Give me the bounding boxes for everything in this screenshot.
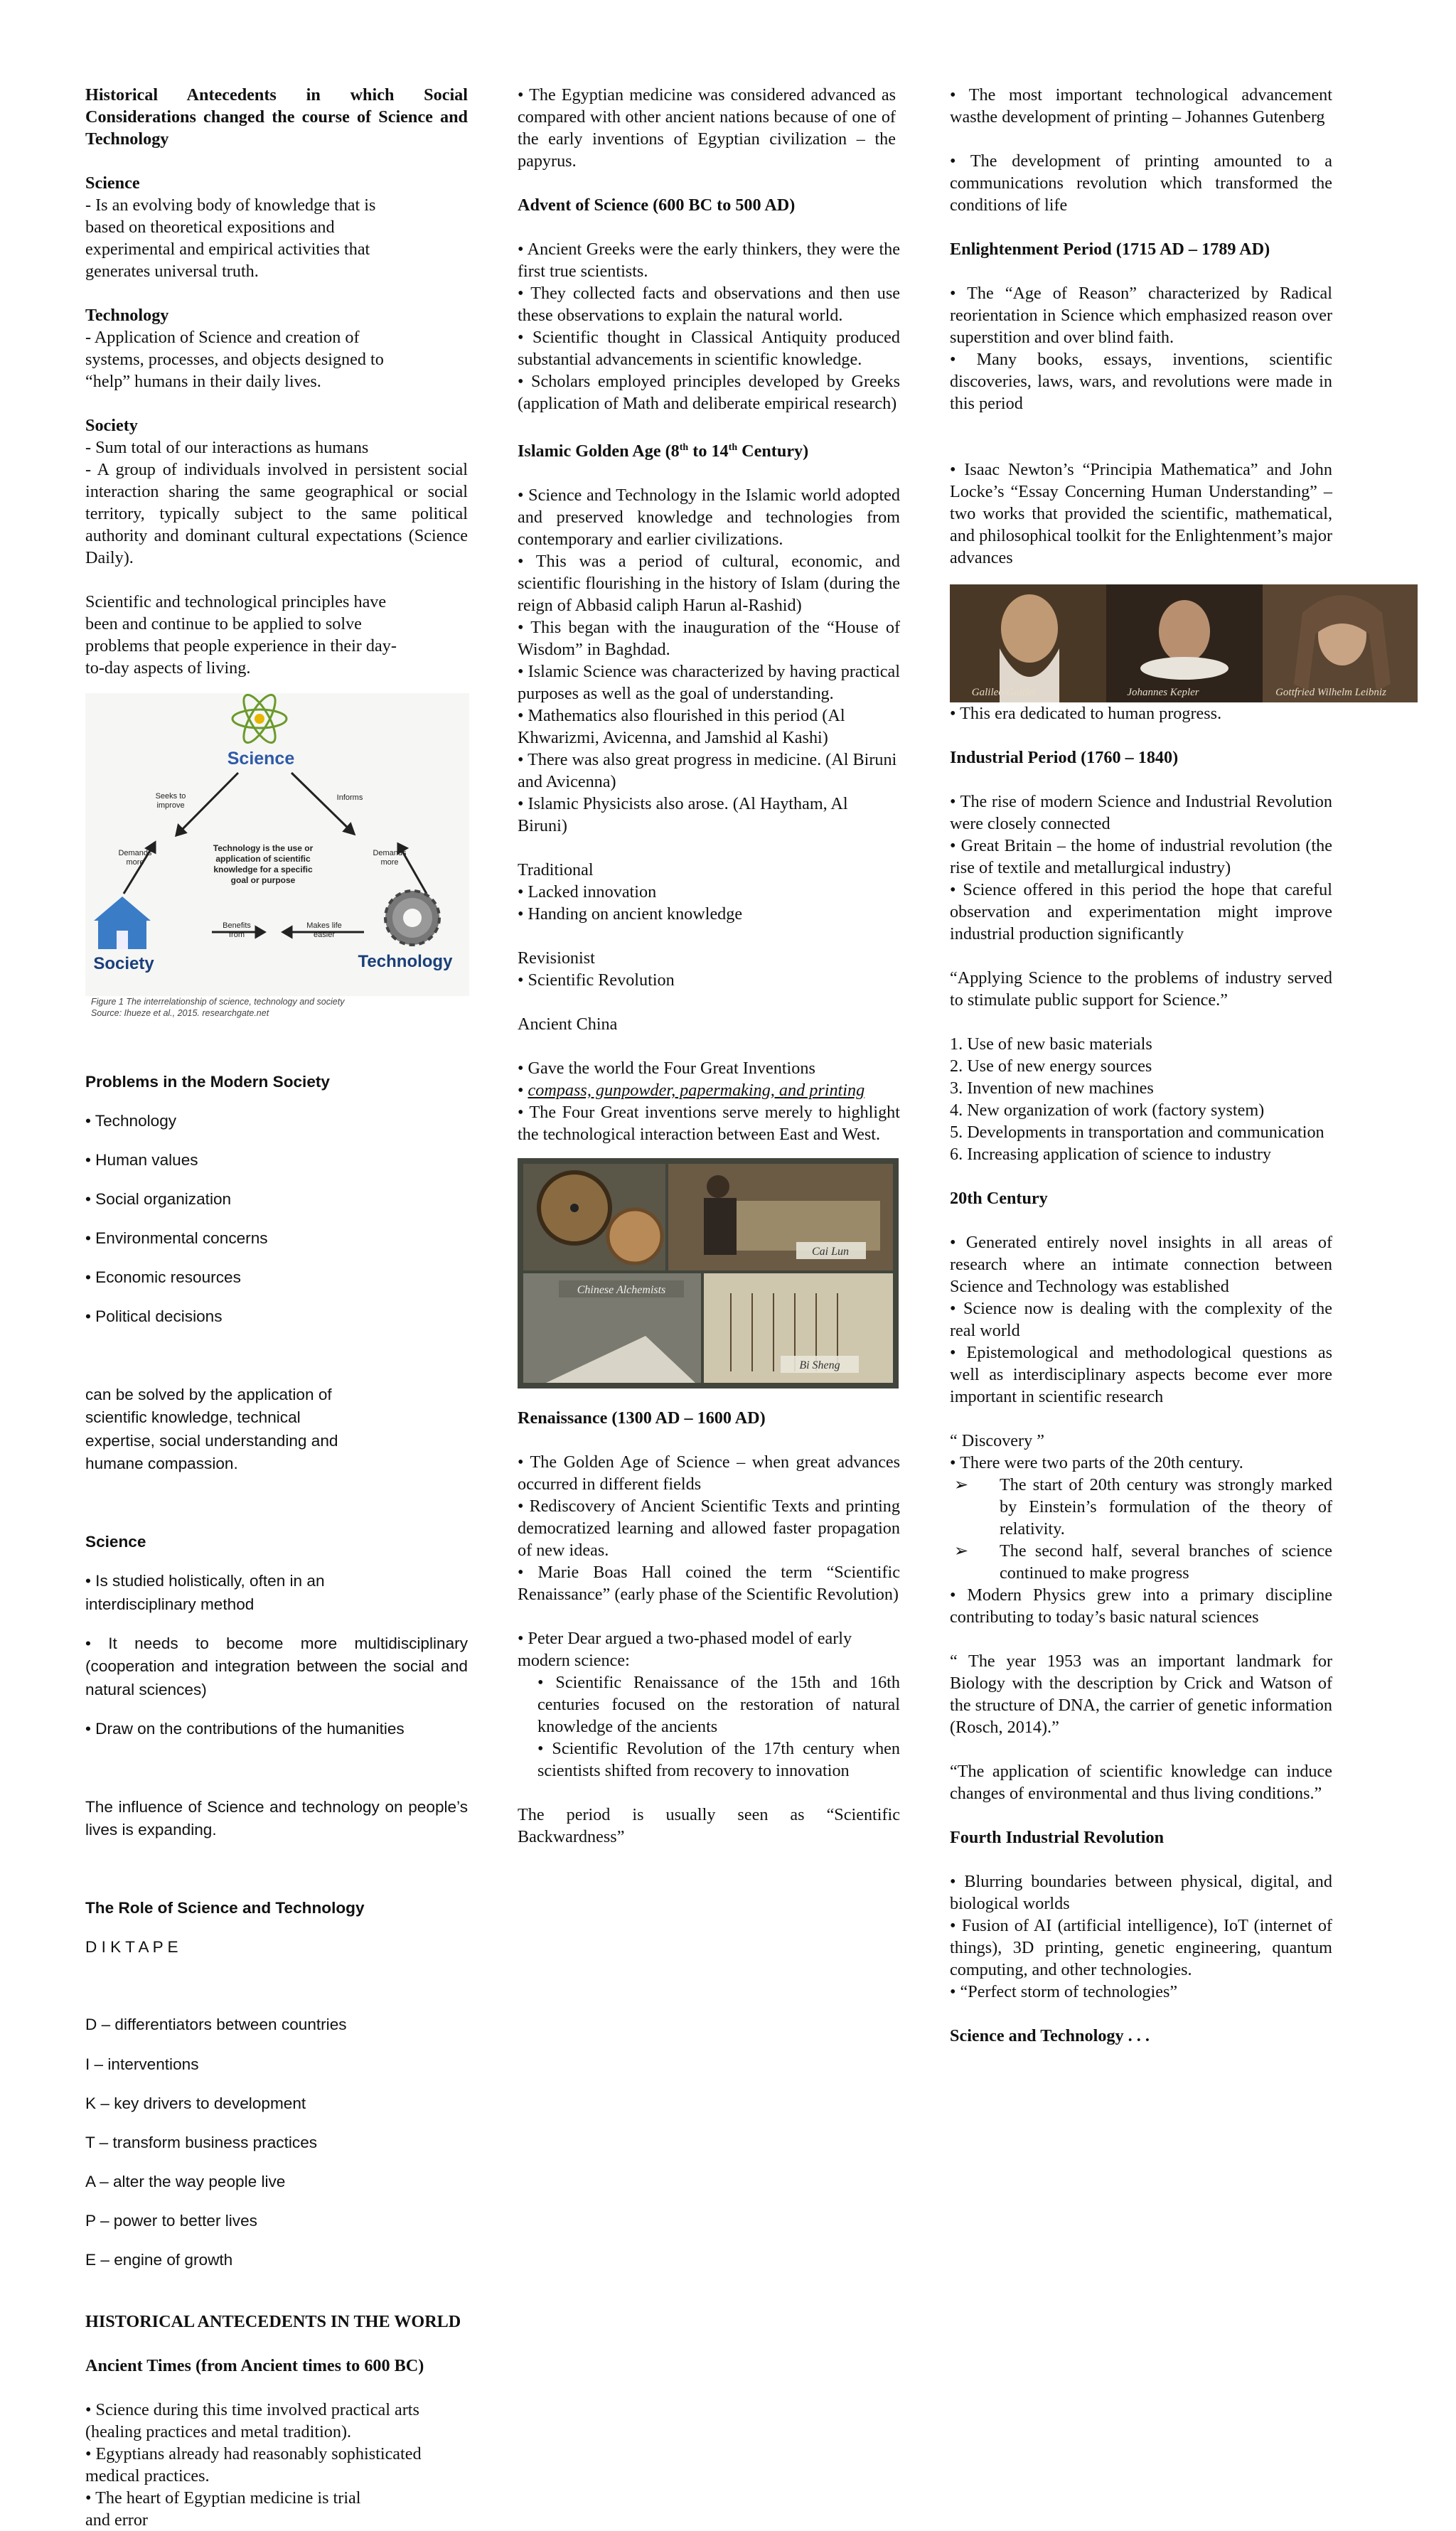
- historical-antecedents-title: HISTORICAL ANTECEDENTS IN THE WORLD: [85, 2312, 461, 2332]
- diktape-acronym: D I K T A P E: [85, 1937, 178, 1956]
- fourth-ir-item: • Blurring boundaries between physical, digital, and biological worlds: [950, 1872, 1332, 1913]
- bullet: •: [518, 1081, 528, 1101]
- newton-locke-paragraph: • Isaac Newton’s “Principia Mathematica” and John Locke’s “Essay Concerning Human Understanding” – two works that provided the scientific, mathematical, and philosophical toolkit for the Enlightenment’s major advances: [950, 460, 1332, 567]
- portraits-strip: [950, 584, 1418, 702]
- svg-text:application of scientific: application of scientific: [215, 854, 311, 864]
- numbered-item: 6. Increasing application of science to industry: [950, 1145, 1272, 1164]
- problem-item: • Environmental concerns: [85, 1229, 268, 1247]
- technology-title: Technology: [85, 306, 169, 325]
- discovery-label: “ Discovery ”: [950, 1431, 1044, 1450]
- advent-item: • Scholars employed principles developed by Greeks (application of Math and deliberate empirical research): [518, 372, 900, 413]
- islamic-item: • Science and Technology in the Islamic world adopted and preserved knowledge and technologies from contemporary and earlier civilizations.: [518, 486, 900, 550]
- renaissance-item: • Marie Boas Hall coined the term “Scientific Renaissance” (early phase of the Scientific Revolution): [518, 1563, 900, 1605]
- islamic-title: [518, 437, 900, 462]
- column-3: [950, 84, 1386, 2047]
- science-2-title: Science: [85, 1533, 146, 1551]
- islamic-item: • There was also great progress in medicine. (Al Biruni and Avicenna): [518, 750, 897, 792]
- four-inventions: compass, gunpowder, papermaking, and printing: [528, 1081, 865, 1101]
- dna-quote: “ The year 1953 was an important landmark for Biology with the description by Crick and Watson of the structure of DNA, the carrier of genetic information (Rosch, 2014).”: [950, 1652, 1332, 1737]
- society-definition-2: - A group of individuals involved in persistent social interaction sharing the same geographical or social territory, typically subject to the same political authority and dominant cultural expectations (Science Daily).: [85, 460, 468, 567]
- fourth-ir-title: Fourth Industrial Revolution: [950, 1828, 1165, 1847]
- demands-left-label: Demands more: [118, 849, 152, 867]
- principles-paragraph: Scientific and technological principles have been and continue to be applied to solve problems that people experience in their day-to-day aspects of living.: [85, 592, 397, 678]
- advent-title: Advent of Science (600 BC to 500 AD): [518, 196, 796, 215]
- chinese-alchemists-label: Chinese Alchemists: [577, 1284, 666, 1297]
- printing-item: • The most important technological advancement wasthe development of printing – Johannes Gutenberg: [950, 85, 1332, 127]
- diktape-item: A – alter the way people live: [85, 2172, 286, 2190]
- figure-caption-1: Figure 1 The interrelationship of science, technology and society: [91, 997, 345, 1007]
- numbered-list: [950, 1033, 1332, 1165]
- human-progress-item: • This era dedicated to human progress.: [950, 704, 1222, 723]
- science-2-item: • Is studied holistically, often in an interdisciplinary method: [85, 1572, 325, 1613]
- demands-right-label: Demands more: [373, 849, 407, 867]
- svg-text:Technology is the use or: Technology is the use or: [213, 843, 314, 853]
- egypt-text: • The Egyptian medicine was considered advanced as compared with other ancient nations because of one of the early inventions of Egyptian civilization – the papyrus.: [518, 85, 896, 171]
- chinese-inventions-photo: [518, 1158, 899, 1388]
- application-quote: “The application of scientific knowledge can induce changes of environmental and thus living conditions.”: [950, 1762, 1332, 1803]
- egypt-paragraph: [518, 84, 900, 172]
- numbered-item: 4. New organization of work (factory system): [950, 1101, 1265, 1120]
- diktape-item: K – key drivers to development: [85, 2094, 306, 2112]
- problem-item: • Economic resources: [85, 1268, 241, 1287]
- diktape-item: D – differentiators between countries: [85, 2016, 347, 2034]
- numbered-item: 1. Use of new basic materials: [950, 1034, 1152, 1054]
- scientists-portraits: [950, 584, 1418, 702]
- informs-label: Informs: [336, 793, 363, 802]
- numbered-item: 2. Use of new energy sources: [950, 1056, 1152, 1076]
- bi-sheng-label: Bi Sheng: [799, 1359, 840, 1372]
- traditional-label: Traditional: [518, 860, 594, 880]
- diktape-item: T – transform business practices: [85, 2133, 318, 2151]
- industrial-item: • Science offered in this period the hope that careful observation and experimentation might improve industrial production significantly: [950, 880, 1332, 943]
- numbered-item: 3. Invention of new machines: [950, 1079, 1154, 1098]
- arrow-bullet-icon: ➢: [954, 1541, 969, 1561]
- fourth-ir-item: • “Perfect storm of technologies”: [950, 1982, 1178, 2001]
- renaissance-item: • Rediscovery of Ancient Scientific Texts and printing democratized learning and allowed faster propagation of new ideas.: [518, 1497, 900, 1561]
- islamic-item: • Mathematics also flourished in this period (Al Khwarizmi, Avicenna, and Jamshid al Kashi): [518, 706, 845, 748]
- problems-list: [85, 1110, 468, 1329]
- industrial-item: • Great Britain – the home of industrial revolution (the rise of textile and metallurgical industry): [950, 836, 1332, 877]
- china-item: • The Four Great inventions serve merely to highlight the technological interaction between East and West.: [518, 1103, 900, 1145]
- column-2: [518, 84, 900, 1848]
- islamic-item: • Islamic Physicists also arose. (Al Haytham, Al Biruni): [518, 794, 848, 836]
- revisionist-item: • Scientific Revolution: [518, 970, 675, 990]
- solved-paragraph: can be solved by the application of scientific knowledge, technical expertise, social understanding and humane compassion.: [85, 1385, 338, 1473]
- printing-item-2: • The development of printing amounted to a communications revolution which transformed the conditions of life: [950, 151, 1332, 215]
- arrow-item-text: The start of 20th century was strongly marked by Einstein’s formulation of the theory of relativity.: [1000, 1475, 1332, 1539]
- islamic-sup: th: [728, 442, 738, 453]
- sts-figure: [85, 693, 469, 1017]
- arrow-item: [950, 1540, 1332, 1584]
- problem-item: • Social organization: [85, 1189, 232, 1208]
- sts-diagram: [85, 693, 469, 996]
- problem-item: • Human values: [85, 1150, 198, 1169]
- revisionist-label: Revisionist: [518, 948, 595, 968]
- science-2-item: • It needs to become more multidisciplinary (cooperation and integration between the social and natural sciences): [85, 1634, 468, 1698]
- science-title: Science: [85, 173, 140, 193]
- science-definition: - Is an evolving body of knowledge that is based on theoretical expositions and experimental and empirical activities that generates universal truth.: [85, 196, 376, 281]
- ancient-item: • Science during this time involved practical arts (healing practices and metal tradition).: [85, 2400, 419, 2442]
- cai-lun-label: Cai Lun: [811, 1246, 850, 1258]
- kepler-portrait: [1159, 600, 1210, 663]
- diktape-item: E – engine of growth: [85, 2251, 233, 2269]
- renaissance-item: • The Golden Age of Science – when great advances occurred in different fields: [518, 1452, 900, 1494]
- seeks-label: Seeks to improve: [155, 792, 186, 810]
- society-node-label: Society: [93, 954, 154, 973]
- industrial-title: Industrial Period (1760 – 1840): [950, 748, 1179, 767]
- china-item: • Gave the world the Four Great Inventions: [518, 1059, 815, 1079]
- twentieth-item: • Science now is dealing with the complexity of the real world: [950, 1299, 1332, 1340]
- renaissance-title: Renaissance (1300 AD – 1600 AD): [518, 1408, 766, 1428]
- benefits-label: Benefits from: [223, 921, 251, 939]
- ancient-item: • Egyptians already had reasonably sophisticated medical practices.: [85, 2444, 422, 2486]
- fourth-ir-item: • Fusion of AI (artificial intelligence), IoT (internet of things), 3D printing, genetic engineering, quantum computing, and other technologies.: [950, 1916, 1332, 1979]
- enlightenment-title: Enlightenment Period (1715 AD – 1789 AD): [950, 240, 1270, 259]
- arrow-bullet-icon: ➢: [954, 1475, 969, 1494]
- problem-item: • Technology: [85, 1111, 177, 1130]
- svg-text:goal or purpose: goal or purpose: [230, 875, 296, 885]
- influence-paragraph: The influence of Science and technology on people’s lives is expanding.: [85, 1797, 468, 1839]
- twentieth-item: • Generated entirely novel insights in all areas of research where an intimate connection between Science and Technology was established: [950, 1233, 1332, 1296]
- modern-physics-item: • Modern Physics grew into a primary discipline contributing to today’s basic natural sciences: [950, 1585, 1332, 1627]
- problem-item: • Political decisions: [85, 1307, 223, 1326]
- advent-item: • They collected facts and observations and then use these observations to explain the natural world.: [518, 284, 900, 325]
- enlightenment-item: • Many books, essays, inventions, scientific discoveries, laws, wars, and revolutions were made in this period: [950, 350, 1332, 413]
- figure-caption-2: Source: Ihueze et al., 2015. researchgate.net: [91, 1008, 269, 1018]
- society-title: Society: [85, 416, 138, 435]
- traditional-item: • Handing on ancient knowledge: [518, 904, 743, 924]
- islamic-sup: th: [679, 442, 689, 453]
- islamic-title-part: to 14: [688, 442, 729, 461]
- science-node-label: Science: [227, 749, 295, 769]
- gear-icon: [385, 891, 439, 945]
- applying-quote: “Applying Science to the problems of industry served to stimulate public support for Science.”: [950, 968, 1332, 1010]
- arrow-item: [950, 1474, 1332, 1540]
- diktape-list: [85, 2013, 468, 2272]
- makes-life-label: Makes life easier: [306, 921, 342, 939]
- diktape-item: I – interventions: [85, 2055, 199, 2073]
- traditional-item: • Lacked innovation: [518, 882, 657, 902]
- galileo-portrait: [1001, 594, 1058, 663]
- inventions-collage: [518, 1158, 899, 1388]
- china-inventions-item: [518, 1079, 900, 1101]
- advent-item: • Ancient Greeks were the early thinkers, they were the first true scientists.: [518, 240, 900, 281]
- islamic-title-part: Century): [737, 442, 809, 461]
- column-1: [85, 84, 468, 2531]
- ancient-china-label: Ancient China: [518, 1015, 618, 1034]
- arrow-item-text: The second half, several branches of science continued to make progress: [1000, 1541, 1332, 1583]
- main-heading: Historical Antecedents in which Social Considerations changed the course of Science and Technology: [85, 85, 468, 149]
- technology-node-label: Technology: [358, 952, 453, 971]
- industrial-item: • The rise of modern Science and Industrial Revolution were closely connected: [950, 792, 1332, 833]
- galileo-caption: Galileo Galilei: [971, 687, 1037, 698]
- islamic-item: • This was a period of cultural, economic, and scientific flourishing in the history of Islam (during the reign of Abbasid caliph Harun al-Rashid): [518, 552, 900, 616]
- society-definition-1: - Sum total of our interactions as humans: [85, 438, 369, 457]
- twentieth-item: • Epistemological and methodological questions as well as interdisciplinary aspects become ever more important in scientific research: [950, 1343, 1332, 1406]
- technology-definition: - Application of Science and creation of systems, processes, and objects designed to “help” humans in their daily lives.: [85, 328, 384, 391]
- role-title: The Role of Science and Technology: [85, 1898, 365, 1917]
- backwardness-paragraph: The period is usually seen as “Scientific Backwardness”: [518, 1805, 900, 1847]
- peter-dear-paragraph: • Peter Dear argued a two-phased model of early modern science:: [518, 1629, 852, 1671]
- ancient-item: • The heart of Egyptian medicine is trial and error: [85, 2488, 361, 2530]
- svg-text:knowledge for a specific: knowledge for a specific: [213, 865, 313, 874]
- dear-item: • Scientific Renaissance of the 15th and 16th centuries focused on the restoration of natural knowledge of the ancients: [537, 1673, 900, 1737]
- leibniz-caption: Gottfried Wilhelm Leibniz: [1275, 687, 1386, 698]
- ancient-times-title: Ancient Times (from Ancient times to 600 BC): [85, 2356, 424, 2376]
- dear-item: • Scientific Revolution of the 17th century when scientists shifted from recovery to innovation: [537, 1739, 900, 1781]
- kepler-caption: Johannes Kepler: [1127, 687, 1199, 698]
- diktape-item: P – power to better lives: [85, 2211, 257, 2230]
- enlightenment-item: • The “Age of Reason” characterized by Radical reorientation in Science which emphasized reason over superstition and over blind faith.: [950, 284, 1332, 347]
- islamic-item: • Islamic Science was characterized by having practical purposes as well as the goal of understanding.: [518, 662, 900, 704]
- islamic-item: • This began with the inauguration of the “House of Wisdom” in Baghdad.: [518, 618, 900, 660]
- problems-title: Problems in the Modern Society: [85, 1072, 330, 1091]
- islamic-title-part: Islamic Golden Age (8: [518, 442, 680, 461]
- numbered-item: 5. Developments in transportation and communication: [950, 1123, 1324, 1142]
- twentieth-century-title: 20th Century: [950, 1189, 1048, 1208]
- advent-item: • Scientific thought in Classical Antiquity produced substantial advancements in scientific knowledge.: [518, 328, 900, 369]
- two-parts-item: • There were two parts of the 20th century.: [950, 1453, 1243, 1472]
- science-2-item: • Draw on the contributions of the humanities: [85, 1719, 405, 1738]
- science-and-technology-title: Science and Technology . . .: [950, 2026, 1150, 2045]
